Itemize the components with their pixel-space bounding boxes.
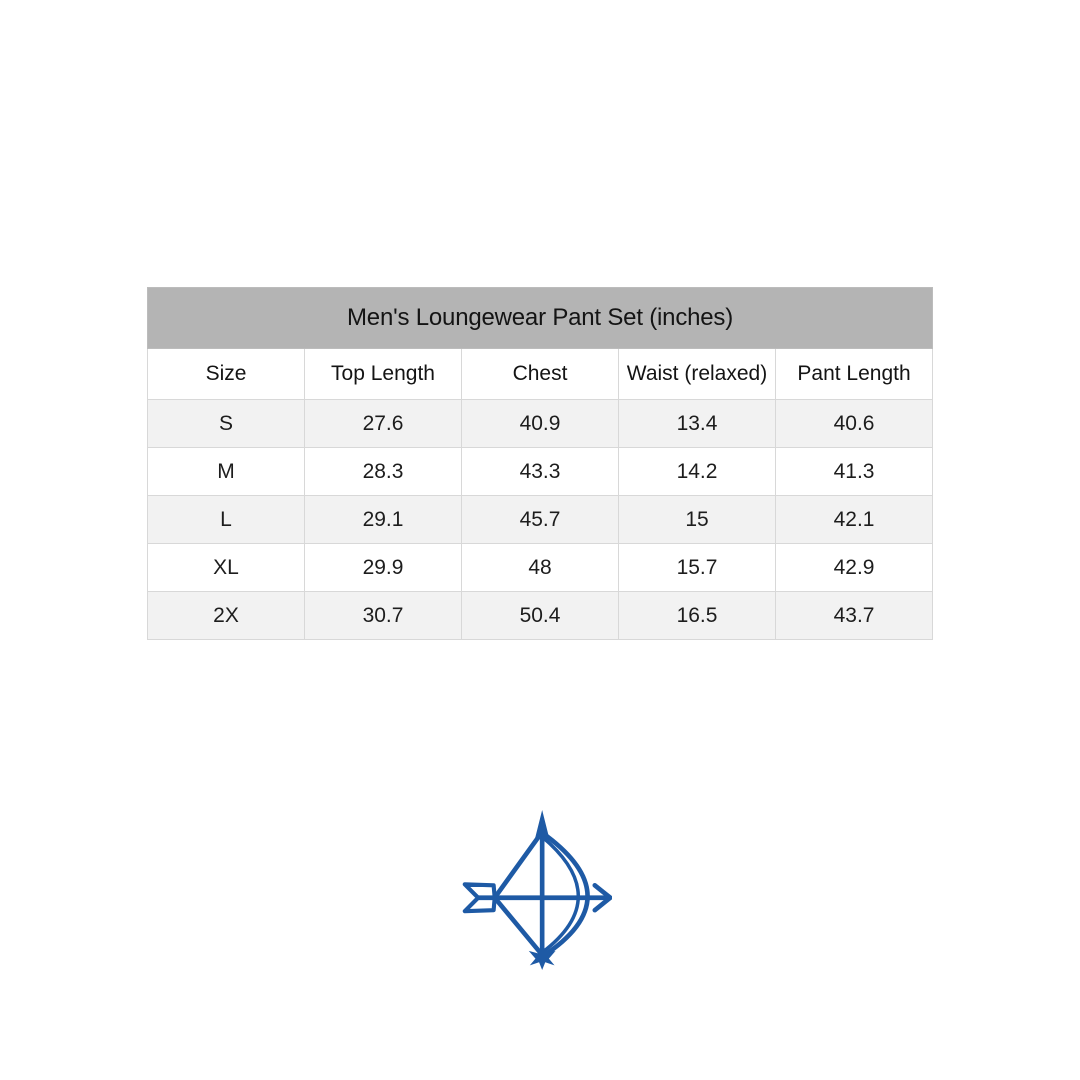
table-row-2x xyxy=(148,592,933,640)
size-label-cell: M xyxy=(148,448,305,496)
size-label-cell: 2X xyxy=(148,592,305,640)
measurement-cell: 28.3 xyxy=(305,448,462,496)
column-header-size: Size xyxy=(148,349,305,400)
measurement-cell: 29.9 xyxy=(305,544,462,592)
measurement-cell: 41.3 xyxy=(776,448,933,496)
measurement-cell: 15 xyxy=(619,496,776,544)
size-label-cell: S xyxy=(148,400,305,448)
measurement-cell: 43.7 xyxy=(776,592,933,640)
measurement-cell: 40.9 xyxy=(462,400,619,448)
bow-and-arrow-logo xyxy=(462,810,612,970)
measurement-cell: 15.7 xyxy=(619,544,776,592)
table-row-m xyxy=(148,448,933,496)
table-row-s xyxy=(148,400,933,448)
measurement-cell: 13.4 xyxy=(619,400,776,448)
measurement-cell: 40.6 xyxy=(776,400,933,448)
title-row xyxy=(148,288,933,349)
measurement-cell: 42.9 xyxy=(776,544,933,592)
measurement-cell: 30.7 xyxy=(305,592,462,640)
measurement-cell: 16.5 xyxy=(619,592,776,640)
column-header-chest: Chest xyxy=(462,349,619,400)
bow-and-arrow-icon xyxy=(462,810,612,970)
size-chart-title: Men's Loungewear Pant Set (inches) xyxy=(148,288,933,349)
measurement-cell: 48 xyxy=(462,544,619,592)
measurement-cell: 43.3 xyxy=(462,448,619,496)
measurement-cell: 27.6 xyxy=(305,400,462,448)
measurement-cell: 42.1 xyxy=(776,496,933,544)
size-chart-table xyxy=(147,287,933,640)
measurement-cell: 29.1 xyxy=(305,496,462,544)
column-header-top-length: Top Length xyxy=(305,349,462,400)
table-row-xl xyxy=(148,544,933,592)
measurement-cell: 50.4 xyxy=(462,592,619,640)
column-header-waist-relaxed: Waist (relaxed) xyxy=(619,349,776,400)
measurement-cell: 14.2 xyxy=(619,448,776,496)
column-header-pant-length: Pant Length xyxy=(776,349,933,400)
size-label-cell: L xyxy=(148,496,305,544)
measurement-cell: 45.7 xyxy=(462,496,619,544)
size-label-cell: XL xyxy=(148,544,305,592)
table-row-l xyxy=(148,496,933,544)
header-row xyxy=(148,349,933,400)
